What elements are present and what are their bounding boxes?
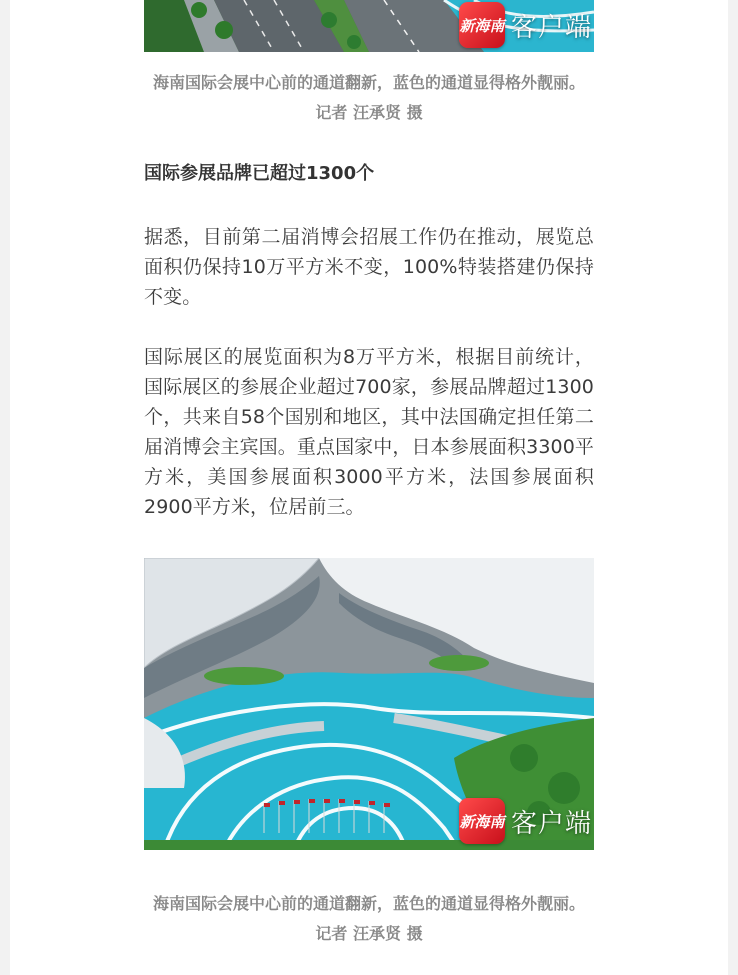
- photo-caption-2: 海南国际会展中心前的通道翻新，蓝色的通道显得格外靓丽。记者 汪承贤 摄: [152, 894, 585, 943]
- article-body: [144, 0, 594, 950]
- paragraph-1: 据悉，目前第二届消博会招展工作仍在推动，展览总面积仍保持10万平方米不变，100%特装搭建仍保持不变。: [144, 226, 594, 308]
- watermark: [459, 2, 594, 48]
- watermark-label: 客户端: [510, 12, 592, 43]
- watermark-logo-icon: 新海南: [459, 798, 505, 844]
- watermark-logo-icon: 新海南: [459, 2, 505, 48]
- photo-aerial-road[interactable]: [144, 0, 594, 52]
- paragraph-2: 国际展区的展览面积为8万平方米，根据目前统计，国际展区的参展企业超过700家，参展品牌超过1300个，共来自58个国别和地区，其中法国确定担任第二届消博会主宾国。重点国家中，日本参展面积3300平方米，美国参展面积3000平方米，法国参展面积2900平方米，位居前三。: [144, 346, 594, 518]
- watermark-label: 客户端: [510, 808, 592, 839]
- watermark: [459, 798, 594, 844]
- photo-caption-1: 海南国际会展中心前的通道翻新，蓝色的通道显得格外靓丽。记者 汪承贤 摄: [152, 73, 585, 122]
- section-heading: 国际参展品牌已超过1300个: [144, 163, 375, 184]
- photo-convention-center[interactable]: [144, 558, 594, 850]
- article-page: [10, 0, 728, 975]
